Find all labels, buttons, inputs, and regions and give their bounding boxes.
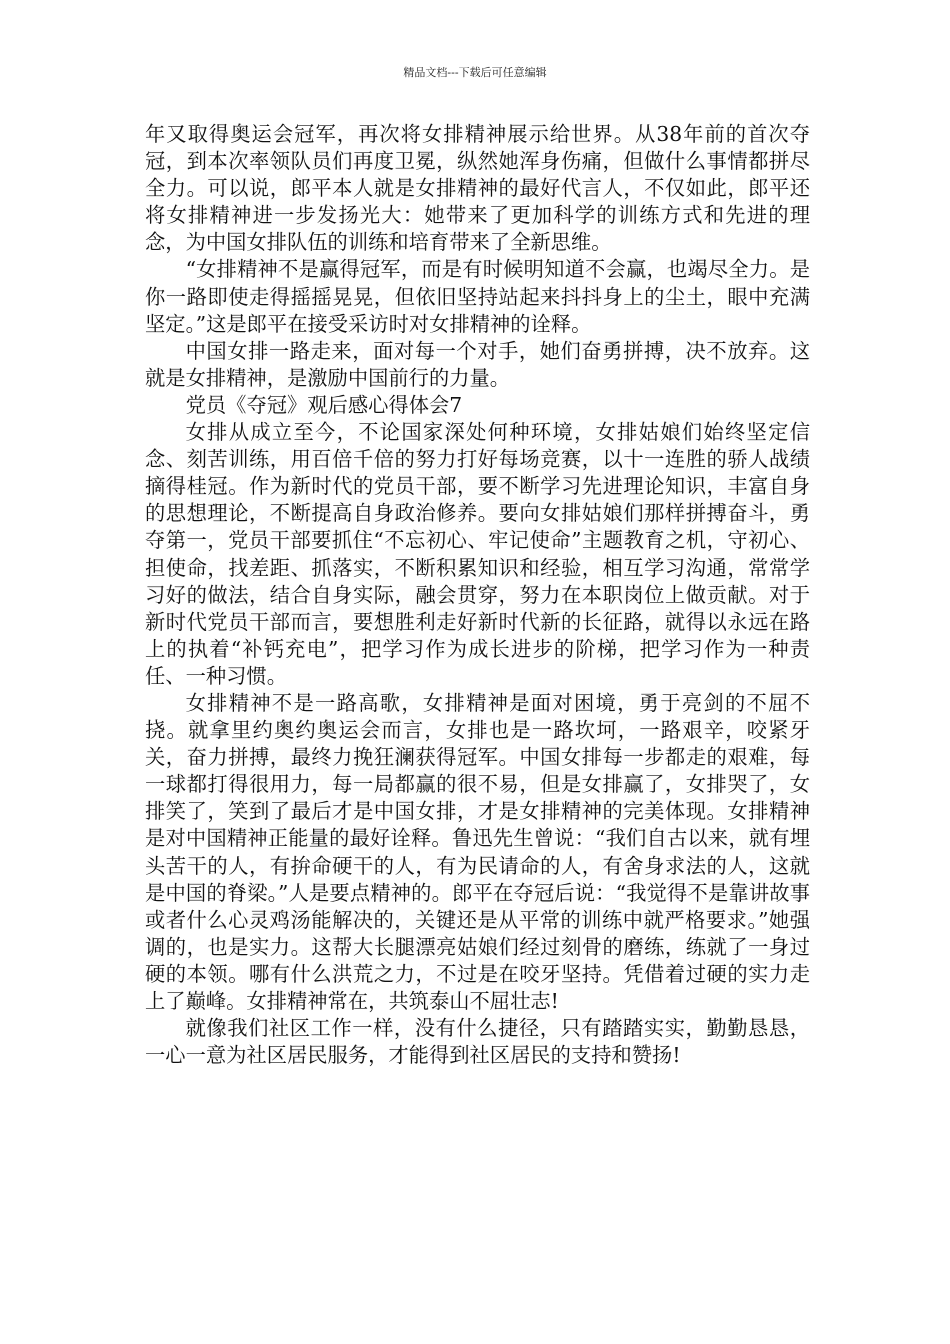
paragraph: 女排精神不是一路高歌，女排精神是面对困境，勇于亮剑的不屈不挠。就拿里约奥约奥运会而言，女排也是一路坎坷，一路艰辛，咬紧牙关，奋力拼搏，最终力挽狂澜获得冠军。中国女排每一步都走的艰难，每一球都打得很用力，每一局都赢的很不易，但是女排赢了，女排哭了，女排笑了，笑到了最后才是中国女排，才是女排精神的完美体现。女排精神是对中国精神正能量的最好诠释。鲁迅先生曾说：“我们自古以来，就有埋头苦干的人，有拚命硬干的人，有为民请命的人，有舍身求法的人，这就是中国的脊梁。”人是要点精神的。郎平在夺冠后说：“我觉得不是靠讲故事或者什么心灵鸡汤能解决的，关键还是从平常的训练中就严格要求。”她强调的，也是实力。这帮大长腿漂亮姑娘们经过刻骨的磨练，练就了一身过硬的本领。哪有什么洪荒之力，不过是在咬牙坚持。凭借着过硬的实力走上了巅峰。女排精神常在，共筑泰山不屈壮志!: [145, 690, 810, 1013]
section-heading: 党员《夺冠》观后感心得体会7: [185, 392, 463, 417]
paragraph-continuation: 年又取得奥运会冠军，再次将女排精神展示给世界。从38年前的首次夺冠，到本次率领队员们再度卫冕，纵然她浑身伤痛，但做什么事情都拼尽全力。可以说，郎平本人就是女排精神的最好代言人，不仅如此，郎平还将女排精神进一步发扬光大：她带来了更加科学的训练方式和先进的理念，为中国女排队伍的训练和培育带来了全新思维。: [145, 122, 810, 255]
document-body: [145, 121, 810, 1069]
paragraph: 就像我们社区工作一样，没有什么捷径，只有踏踏实实，勤勤恳恳，一心一意为社区居民服务，才能得到社区居民的支持和赞扬!: [145, 1016, 810, 1068]
paragraph-quote: “女排精神不是赢得冠军，而是有时候明知道不会赢，也竭尽全力。是你一路即使走得摇摇晃晃，但依旧坚持站起来抖抖身上的尘土，眼中充满坚定。”这是郎平在接受采访时对女排精神的诠释。: [145, 257, 810, 336]
paragraph: 中国女排一路走来，面对每一个对手，她们奋勇拼搏，决不放弃。这就是女排精神，是激励中国前行的力量。: [145, 338, 810, 390]
paragraph: 女排从成立至今，不论国家深处何种环境，女排姑娘们始终坚定信念、刻苦训练，用百倍千倍的努力打好每场竞赛，以十一连胜的骄人战绩摘得桂冠。作为新时代的党员干部，要不断学习先进理论知识，丰富自身的思想理论，不断提高自身政治修养。要向女排姑娘们那样拼搏奋斗，勇夺第一，党员干部要抓住“不忘初心、牢记使命”主题教育之机，守初心、担使命，找差距、抓落实，不断积累知识和经验，相互学习沟通，常常学习好的做法，结合自身实际，融会贯穿，努力在本职岗位上做贡献。对于新时代党员干部而言，要想胜利走好新时代新的长征路，就得以永远在路上的执着“补钙充电”，把学习作为成长进步的阶梯，把学习作为一种责任、一种习惯。: [145, 420, 810, 688]
page-header: 精品文档---下载后可任意编辑: [403, 66, 547, 79]
